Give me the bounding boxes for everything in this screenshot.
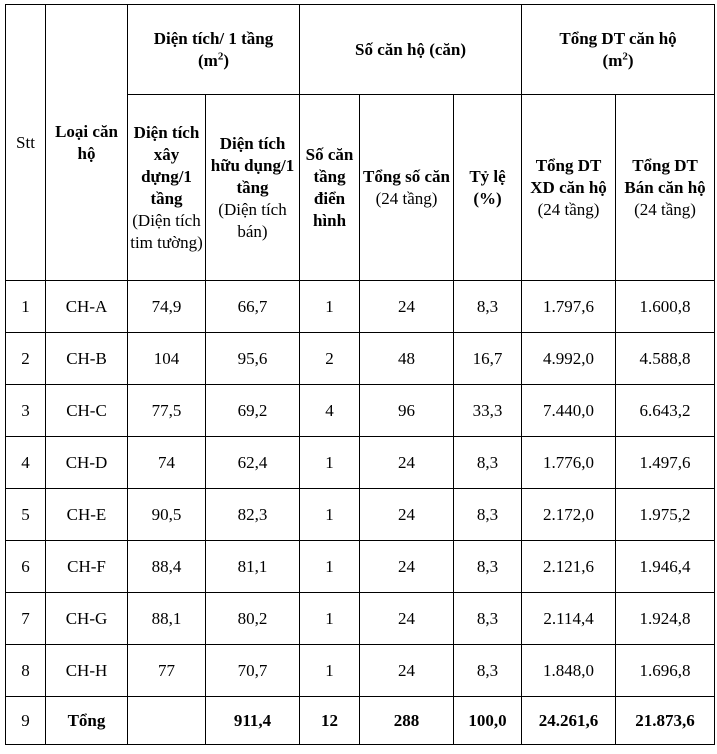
dt-huu-dung-note: (Diện tích bán) bbox=[218, 199, 287, 241]
header-loai-can-ho: Loại căn hộ bbox=[46, 5, 128, 281]
cell-tong-dt-ban: 1.924,8 bbox=[616, 593, 715, 645]
tong-dt-ban-note: (24 tầng) bbox=[634, 199, 696, 219]
header-dt-huu-dung bbox=[206, 95, 300, 281]
cell-dt-huu-dung: 911,4 bbox=[206, 697, 300, 745]
cell-tong-dt-xd: 4.992,0 bbox=[522, 333, 616, 385]
dien-tich-group-label: Diện tích/ 1 tầng bbox=[153, 28, 274, 48]
cell-tong-dt-ban: 1.600,8 bbox=[616, 281, 715, 333]
cell-dt-xay-dung: 88,1 bbox=[128, 593, 206, 645]
apartment-table bbox=[5, 4, 715, 745]
cell-tong-so-can: 48 bbox=[360, 333, 454, 385]
cell-tong-so-can: 96 bbox=[360, 385, 454, 437]
table-row bbox=[6, 645, 715, 697]
cell-dt-xay-dung: 90,5 bbox=[128, 489, 206, 541]
cell-tong-so-can: 24 bbox=[360, 541, 454, 593]
cell-ty-le: 8,3 bbox=[454, 593, 522, 645]
dien-tich-unit-sup: 2 bbox=[217, 49, 224, 62]
cell-tong-so-can: 24 bbox=[360, 489, 454, 541]
header-so-can-ho-group: Số căn hộ (căn) bbox=[300, 5, 522, 95]
cell-so-can-tang: 1 bbox=[300, 645, 360, 697]
cell-dt-xay-dung: 77,5 bbox=[128, 385, 206, 437]
header-so-can-tang: Số căn tầng điển hình bbox=[300, 95, 360, 281]
header-tong-dt-xd bbox=[522, 95, 616, 281]
cell-tong-dt-xd: 1.776,0 bbox=[522, 437, 616, 489]
header-tong-dt-ban bbox=[616, 95, 715, 281]
cell-tong-dt-xd: 7.440,0 bbox=[522, 385, 616, 437]
cell-ty-le: 8,3 bbox=[454, 437, 522, 489]
table-row bbox=[6, 281, 715, 333]
cell-so-can-tang: 1 bbox=[300, 489, 360, 541]
cell-tong-so-can: 24 bbox=[360, 281, 454, 333]
cell-loai: CH-C bbox=[46, 385, 128, 437]
cell-stt: 2 bbox=[6, 333, 46, 385]
cell-dt-xay-dung: 88,4 bbox=[128, 541, 206, 593]
cell-tong-dt-ban: 6.643,2 bbox=[616, 385, 715, 437]
tong-dt-xd-note: (24 tầng) bbox=[537, 199, 600, 219]
cell-stt: 4 bbox=[6, 437, 46, 489]
cell-tong-dt-ban: 21.873,6 bbox=[616, 697, 715, 745]
table-row bbox=[6, 333, 715, 385]
cell-ty-le: 16,7 bbox=[454, 333, 522, 385]
cell-tong-dt-xd: 1.797,6 bbox=[522, 281, 616, 333]
cell-dt-huu-dung: 69,2 bbox=[206, 385, 300, 437]
table-row bbox=[6, 541, 715, 593]
tong-dt-xd-label: Tổng DT XD căn hộ bbox=[530, 155, 607, 197]
cell-tong-dt-xd: 2.121,6 bbox=[522, 541, 616, 593]
cell-loai: CH-B bbox=[46, 333, 128, 385]
header-row-top bbox=[6, 5, 715, 95]
table-row bbox=[6, 437, 715, 489]
cell-tong-dt-ban: 1.497,6 bbox=[616, 437, 715, 489]
cell-tong-dt-ban: 1.696,8 bbox=[616, 645, 715, 697]
cell-tong-dt-ban: 1.975,2 bbox=[616, 489, 715, 541]
cell-loai: CH-F bbox=[46, 541, 128, 593]
header-ty-le: Tỷ lệ (%) bbox=[454, 95, 522, 281]
header-tong-dt-group bbox=[522, 5, 715, 95]
cell-tong-dt-xd: 2.114,4 bbox=[522, 593, 616, 645]
cell-so-can-tang: 12 bbox=[300, 697, 360, 745]
cell-ty-le: 8,3 bbox=[454, 645, 522, 697]
cell-stt: 3 bbox=[6, 385, 46, 437]
cell-dt-xay-dung: 74 bbox=[128, 437, 206, 489]
cell-loai: CH-A bbox=[46, 281, 128, 333]
cell-stt: 6 bbox=[6, 541, 46, 593]
header-dien-tich-group bbox=[128, 5, 300, 95]
cell-dt-huu-dung: 82,3 bbox=[206, 489, 300, 541]
tong-dt-unit-end: ) bbox=[627, 50, 634, 70]
cell-ty-le: 8,3 bbox=[454, 489, 522, 541]
cell-stt: 9 bbox=[6, 697, 46, 745]
cell-dt-huu-dung: 95,6 bbox=[206, 333, 300, 385]
cell-ty-le: 33,3 bbox=[454, 385, 522, 437]
cell-dt-huu-dung: 70,7 bbox=[206, 645, 300, 697]
table-row bbox=[6, 489, 715, 541]
cell-total-label: Tổng bbox=[46, 697, 128, 745]
cell-tong-dt-xd: 2.172,0 bbox=[522, 489, 616, 541]
dien-tich-unit-base: (m bbox=[198, 50, 218, 70]
cell-so-can-tang: 1 bbox=[300, 281, 360, 333]
cell-tong-so-can: 24 bbox=[360, 437, 454, 489]
cell-so-can-tang: 1 bbox=[300, 437, 360, 489]
table-row bbox=[6, 593, 715, 645]
cell-loai: CH-E bbox=[46, 489, 128, 541]
cell-tong-so-can: 24 bbox=[360, 645, 454, 697]
cell-so-can-tang: 1 bbox=[300, 593, 360, 645]
cell-dt-huu-dung: 66,7 bbox=[206, 281, 300, 333]
tong-so-can-label: Tổng số căn bbox=[363, 166, 450, 186]
cell-dt-huu-dung: 62,4 bbox=[206, 437, 300, 489]
cell-ty-le: 100,0 bbox=[454, 697, 522, 745]
dt-xay-dung-note: (Diện tích tim tường) bbox=[130, 210, 203, 252]
cell-dt-huu-dung: 80,2 bbox=[206, 593, 300, 645]
cell-dt-xay-dung bbox=[128, 697, 206, 745]
header-dt-xay-dung bbox=[128, 95, 206, 281]
cell-dt-xay-dung: 77 bbox=[128, 645, 206, 697]
table-row bbox=[6, 385, 715, 437]
cell-so-can-tang: 2 bbox=[300, 333, 360, 385]
cell-so-can-tang: 1 bbox=[300, 541, 360, 593]
tong-dt-group-label: Tổng DT căn hộ bbox=[559, 28, 677, 48]
cell-tong-so-can: 288 bbox=[360, 697, 454, 745]
cell-dt-xay-dung: 104 bbox=[128, 333, 206, 385]
cell-so-can-tang: 4 bbox=[300, 385, 360, 437]
cell-tong-dt-xd: 1.848,0 bbox=[522, 645, 616, 697]
dt-huu-dung-label: Diện tích hữu dụng/1 tầng bbox=[210, 133, 295, 197]
cell-stt: 8 bbox=[6, 645, 46, 697]
cell-ty-le: 8,3 bbox=[454, 541, 522, 593]
cell-loai: CH-D bbox=[46, 437, 128, 489]
cell-tong-dt-xd: 24.261,6 bbox=[522, 697, 616, 745]
tong-dt-unit-sup: 2 bbox=[622, 49, 628, 62]
cell-tong-dt-ban: 1.946,4 bbox=[616, 541, 715, 593]
tong-dt-unit-base: (m bbox=[602, 50, 623, 70]
cell-stt: 5 bbox=[6, 489, 46, 541]
cell-dt-huu-dung: 81,1 bbox=[206, 541, 300, 593]
cell-dt-xay-dung: 74,9 bbox=[128, 281, 206, 333]
cell-loai: CH-G bbox=[46, 593, 128, 645]
header-stt: Stt bbox=[6, 5, 46, 281]
total-row bbox=[6, 697, 715, 745]
cell-tong-dt-ban: 4.588,8 bbox=[616, 333, 715, 385]
dien-tich-unit-end: ) bbox=[223, 50, 229, 70]
tong-so-can-note: (24 tầng) bbox=[375, 188, 438, 208]
cell-loai: CH-H bbox=[46, 645, 128, 697]
cell-stt: 1 bbox=[6, 281, 46, 333]
header-tong-so-can bbox=[360, 95, 454, 281]
cell-tong-so-can: 24 bbox=[360, 593, 454, 645]
cell-ty-le: 8,3 bbox=[454, 281, 522, 333]
dt-xay-dung-label: Diện tích xây dựng/1 tầng bbox=[133, 122, 200, 208]
cell-stt: 7 bbox=[6, 593, 46, 645]
tong-dt-ban-label: Tổng DT Bán căn hộ bbox=[624, 155, 706, 197]
